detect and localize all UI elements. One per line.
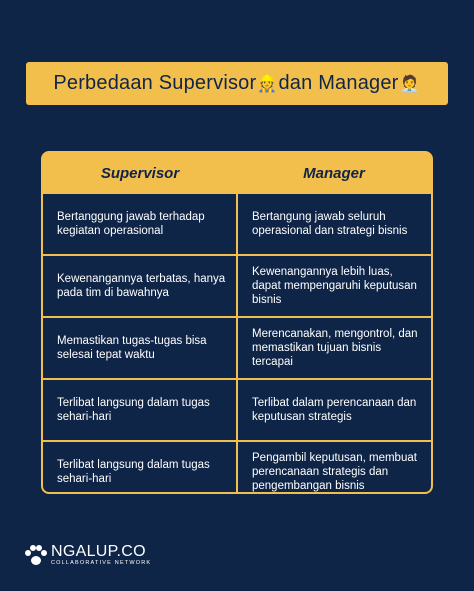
brand-tagline: COLLABORATIVE NETWORK	[51, 560, 152, 566]
manager-cell: Merencanakan, mengontrol, dan memastikan tujuan bisnis tercapai	[238, 318, 431, 378]
table-row	[43, 442, 431, 494]
header-supervisor: Supervisor	[100, 165, 180, 182]
comparison-table	[41, 151, 433, 494]
supervisor-cell: Memastikan tugas-tugas bisa selesai tepat waktu	[43, 318, 236, 378]
brand-name: NGALUP.CO	[51, 543, 146, 560]
header-manager: Manager	[303, 165, 365, 182]
supervisor-cell: Kewenangannya terbatas, hanya pada tim di bawahnya	[43, 256, 236, 316]
table-row	[43, 318, 431, 378]
paw-icon	[25, 545, 47, 567]
brand-logo	[25, 544, 151, 567]
table-row	[43, 256, 431, 316]
page-title: Perbedaan Supervisor	[53, 72, 257, 94]
page-title-suffix: dan Manager	[278, 72, 399, 94]
supervisor-cell: Bertanggung jawab terhadap kegiatan operasional	[43, 194, 236, 254]
supervisor-cell: Terlibat langsung dalam tugas sehari-hari	[43, 380, 236, 440]
title-banner	[26, 62, 448, 105]
table-body	[43, 194, 431, 494]
worker-emoji-icon: 👷	[257, 75, 278, 93]
table-row	[43, 380, 431, 440]
table-header	[43, 153, 431, 194]
table-row	[43, 194, 431, 254]
manager-cell: Kewenangannya lebih luas, dapat mempengaruhi keputusan bisnis	[238, 256, 431, 316]
manager-cell: Bertangung jawab seluruh operasional dan strategi bisnis	[238, 194, 431, 254]
manager-cell: Terlibat dalam perencanaan dan keputusan strategis	[238, 380, 431, 440]
supervisor-cell: Terlibat langsung dalam tugas sehari-hari	[43, 442, 236, 494]
manager-emoji-icon: 🧑‍💼	[399, 75, 420, 93]
manager-cell: Pengambil keputusan, membuat perencanaan strategis dan pengembangan bisnis	[238, 442, 431, 494]
